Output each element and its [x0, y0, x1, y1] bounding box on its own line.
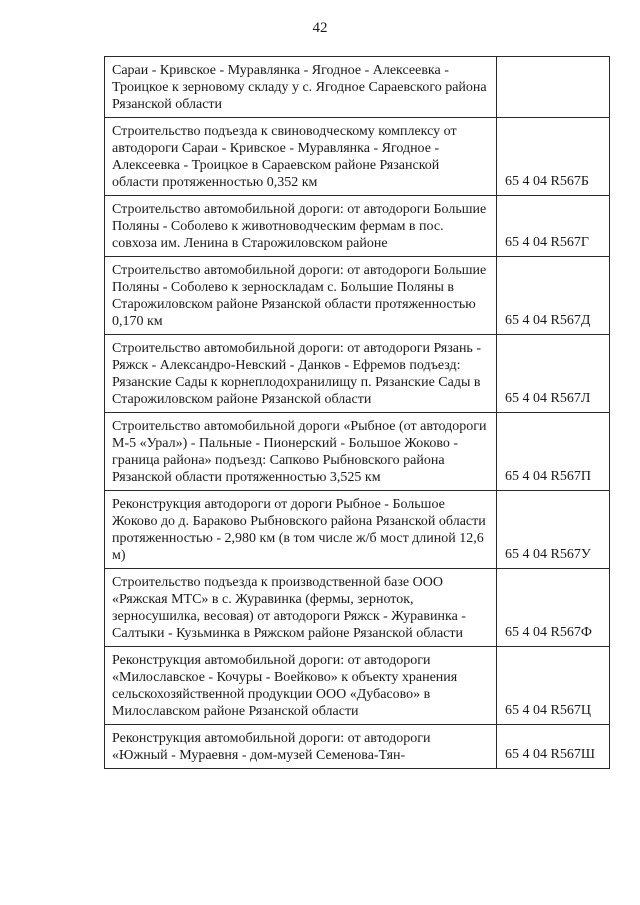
row-code: 65 4 04 R567Г	[497, 196, 610, 257]
table-row	[105, 491, 610, 569]
table-row	[105, 257, 610, 335]
row-code: 65 4 04 R567Ш	[497, 725, 610, 769]
table-row	[105, 725, 610, 769]
page-number: 42	[312, 20, 328, 36]
table-row	[105, 57, 610, 118]
row-code: 65 4 04 R567У	[497, 491, 610, 569]
row-description: Реконструкция автодороги от дороги Рыбное - Большое Жоково до д. Бараково Рыбновского района Рязанской области протяженностью - 2,980 км (в том числе ж/б мост длиной 12,6 м)	[105, 491, 497, 569]
row-description: Строительство автомобильной дороги: от автодороги Рязань - Ряжск - Александро-Невский - Данков - Ефремов подъезд: Рязанские Сады к корнеплодохранилищу п. Рязанские Сады в Старожиловском районе Рязанской области	[105, 335, 497, 413]
row-description: Строительство подъезда к свиноводческому комплексу от автодороги Сараи - Кривское - Муравлянка - Ягодное - Алексеевка - Троицкое в Сараевском районе Рязанской области протяженностью 0,352 км	[105, 118, 497, 196]
row-description: Строительство подъезда к производственной базе ООО «Ряжская МТС» в с. Журавинка (фермы, зерноток, зерносушилка, весовая) от автодороги Ряжск - Журавинка - Салтыки - Кузьминка в Ряжском районе Рязанской области	[105, 569, 497, 647]
row-description: Сараи - Кривское - Муравлянка - Ягодное - Алексеевка - Троицкое к зерновому складу у с. Ягодное Сараевского района Рязанской области	[105, 57, 497, 118]
row-code: 65 4 04 R567Л	[497, 335, 610, 413]
table-row	[105, 196, 610, 257]
row-description: Реконструкция автомобильной дороги: от автодороги «Милославское - Кочуры - Воейково» к объекту хранения сельскохозяйственной продукции ООО «Дубасово» в Милославском районе Рязанской области	[105, 647, 497, 725]
row-code: 65 4 04 R567Д	[497, 257, 610, 335]
budget-table	[104, 56, 610, 769]
row-description: Строительство автомобильной дороги: от автодороги Большие Поляны - Соболево к зерноскладам с. Большие Поляны в Старожиловском районе Рязанской области протяженностью 0,170 км	[105, 257, 497, 335]
row-description: Строительство автомобильной дороги: от автодороги Большие Поляны - Соболево к животноводческим фермам в пос. совхоза им. Ленина в Старожиловском районе	[105, 196, 497, 257]
table-row	[105, 413, 610, 491]
row-description: Реконструкция автомобильной дороги: от автодороги «Южный - Мураевня - дом-музей Семенова-Тян-	[105, 725, 497, 769]
table-row	[105, 569, 610, 647]
row-code: 65 4 04 R567Ф	[497, 569, 610, 647]
table-row	[105, 335, 610, 413]
row-description: Строительство автомобильной дороги «Рыбное (от автодороги М-5 «Урал») - Пальные - Пионерский - Большое Жоково - граница района» подъезд: Сапково Рыбновского района Рязанской области протяженностью 3,525 км	[105, 413, 497, 491]
table-row	[105, 118, 610, 196]
row-code	[497, 57, 610, 118]
row-code: 65 4 04 R567Б	[497, 118, 610, 196]
row-code: 65 4 04 R567П	[497, 413, 610, 491]
row-code: 65 4 04 R567Ц	[497, 647, 610, 725]
table-row	[105, 647, 610, 725]
